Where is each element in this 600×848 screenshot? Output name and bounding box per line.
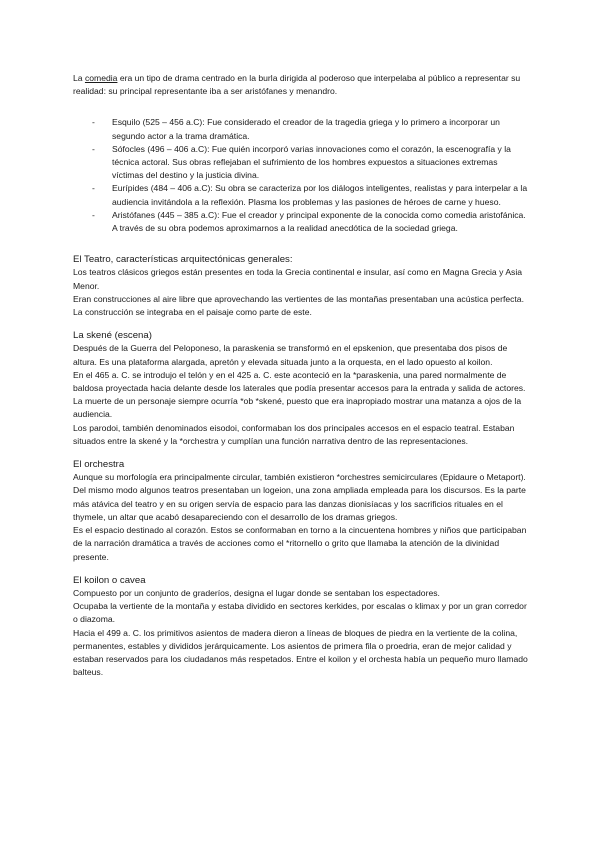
paragraph: En el 465 a. C. se introdujo el telón y en el 425 a. C. este aconteció en la *paraskenia, una pared normalmente de baldosa proyectada hacia delante desde los laterales que podía presentar accesos para la entrada y salida de actores. La muerte de un personaje siempre ocurría *ob *skené, puesto que era inapropiado mostrar una matanza a ojos de la audiencia. xyxy=(73,369,526,420)
bullet-dash: - xyxy=(92,117,95,128)
section-heading: El koilon o cavea xyxy=(73,574,146,586)
bullet-dash: - xyxy=(92,183,95,194)
bullet-dash: - xyxy=(92,143,95,154)
section-teatro xyxy=(73,253,528,319)
intro-text-before: La xyxy=(73,73,85,83)
list-item-text: Esquilo (525 – 456 a.C): Fue considerado el creador de la tragedia griega y lo primero a incorporar un segundo actor a la trama dramática. xyxy=(112,117,500,141)
paragraph: Aunque su morfología era principalmente circular, también existieron *orchestres semicirculares (Epidaure o Metaport). Del mismo modo algunos teatros presentaban un logeion, una zona ampliada empleada para los discursos. Es la parte más atávica del teatro y en su origen servía de espacio para las danzas dionisíacas y los sacrificios rituales en el thymele, un altar que acabó desapareciendo con el desarrollo de los dramas griegos. xyxy=(73,472,526,522)
list-item xyxy=(92,182,528,208)
paragraph: Ocupaba la vertiente de la montaña y estaba dividido en sectores kerkides, por escalas o klimax y por un gran corredor o diazoma. xyxy=(73,601,527,625)
paragraph: Después de la Guerra del Peloponeso, la paraskenia se transformó en el epskenion, que presentaba dos pisos de altura. Es una plataforma alargada, apretón y elevada situada junto a la orquesta, en el lado opuesto al koilon. xyxy=(73,343,508,367)
section-heading: El orchestra xyxy=(73,459,125,471)
list-item-text: Aristófanes (445 – 385 a.C): Fue el creador y principal exponente de la conocida como comedia aristofánica. A través de su obra podemos aproximarnos a la realidad anecdótica de la sociedad griega. xyxy=(112,209,526,234)
list-item xyxy=(92,116,528,142)
authors-list xyxy=(73,116,528,235)
section-koilon xyxy=(73,574,528,680)
intro-text-after: era un tipo de drama centrado en la burla dirigida al poderoso que interpelaba al público a representar su realidad: su principal representante iba a ser aristófanes y menandro. xyxy=(73,73,521,97)
paragraph: Hacia el 499 a. C. los primitivos asientos de madera dieron a líneas de bloques de piedra en la vertiente de la colina, permanentes, estables y divididos jerárquicamente. Los asientos de primera fila o proedria, eran de mejor calidad y estaban reservados para los ciudadanos más respetados. Entre el koilon y el orchesta había un pequeño muro llamado balteus. xyxy=(73,627,528,678)
section-heading: El Teatro, características arquitectónicas generales: xyxy=(73,254,293,266)
paragraph: La construcción se integraba en el paisaje como parte de este. xyxy=(73,307,312,318)
section-heading: La skené (escena) xyxy=(73,330,152,342)
section-skene xyxy=(73,329,528,448)
paragraph: Los teatros clásicos griegos están presentes en toda la Grecia continental e insular, así como en Magna Grecia y Asia Menor. xyxy=(73,267,523,291)
intro-paragraph xyxy=(73,72,528,98)
list-item xyxy=(92,209,528,235)
paragraph: Eran construcciones al aire libre que aprovechando las vertientes de las montañas presentaban una acústica perfecta. xyxy=(73,293,524,304)
comedia-link[interactable]: comedia xyxy=(84,73,118,83)
paragraph: Es el espacio destinado al corazón. Estos se conformaban en torno a la cincuentena hombres y niños que participaban de la narración dramática a través de acciones como el *ritornello o grito que llamaba la atención de la divinidad presente. xyxy=(73,525,527,562)
list-item xyxy=(92,143,528,183)
section-orchestra xyxy=(73,458,528,564)
list-item-text: Eurípides (484 – 406 a.C): Su obra se caracteriza por los diálogos inteligentes, realistas y para interpelar a la audiencia invitándola a la reflexión. Plasma los problemas y las pasiones de héroes de carne y hueso. xyxy=(112,183,528,207)
paragraph: Compuesto por un conjunto de graderíos, designa el lugar donde se sentaban los espectadores. xyxy=(73,587,440,598)
bullet-dash: - xyxy=(92,209,95,220)
list-item-text: Sófocles (496 – 406 a.C): Fue quién incorporó varias innovaciones como el corazón, la escenografía y la técnica actoral. Sus obras reflejaban el sufrimiento de los hombres expuestos a situaciones extremas víctimas del destino y la justicia divina. xyxy=(112,143,511,181)
paragraph: Los parodoi, también denominados eisodoi, conformaban los dos principales accesos en el espacio teatral. Estaban situados entre la skené y la *orchestra y cumplían una función narrativa dentro de las representaciones. xyxy=(73,422,515,446)
